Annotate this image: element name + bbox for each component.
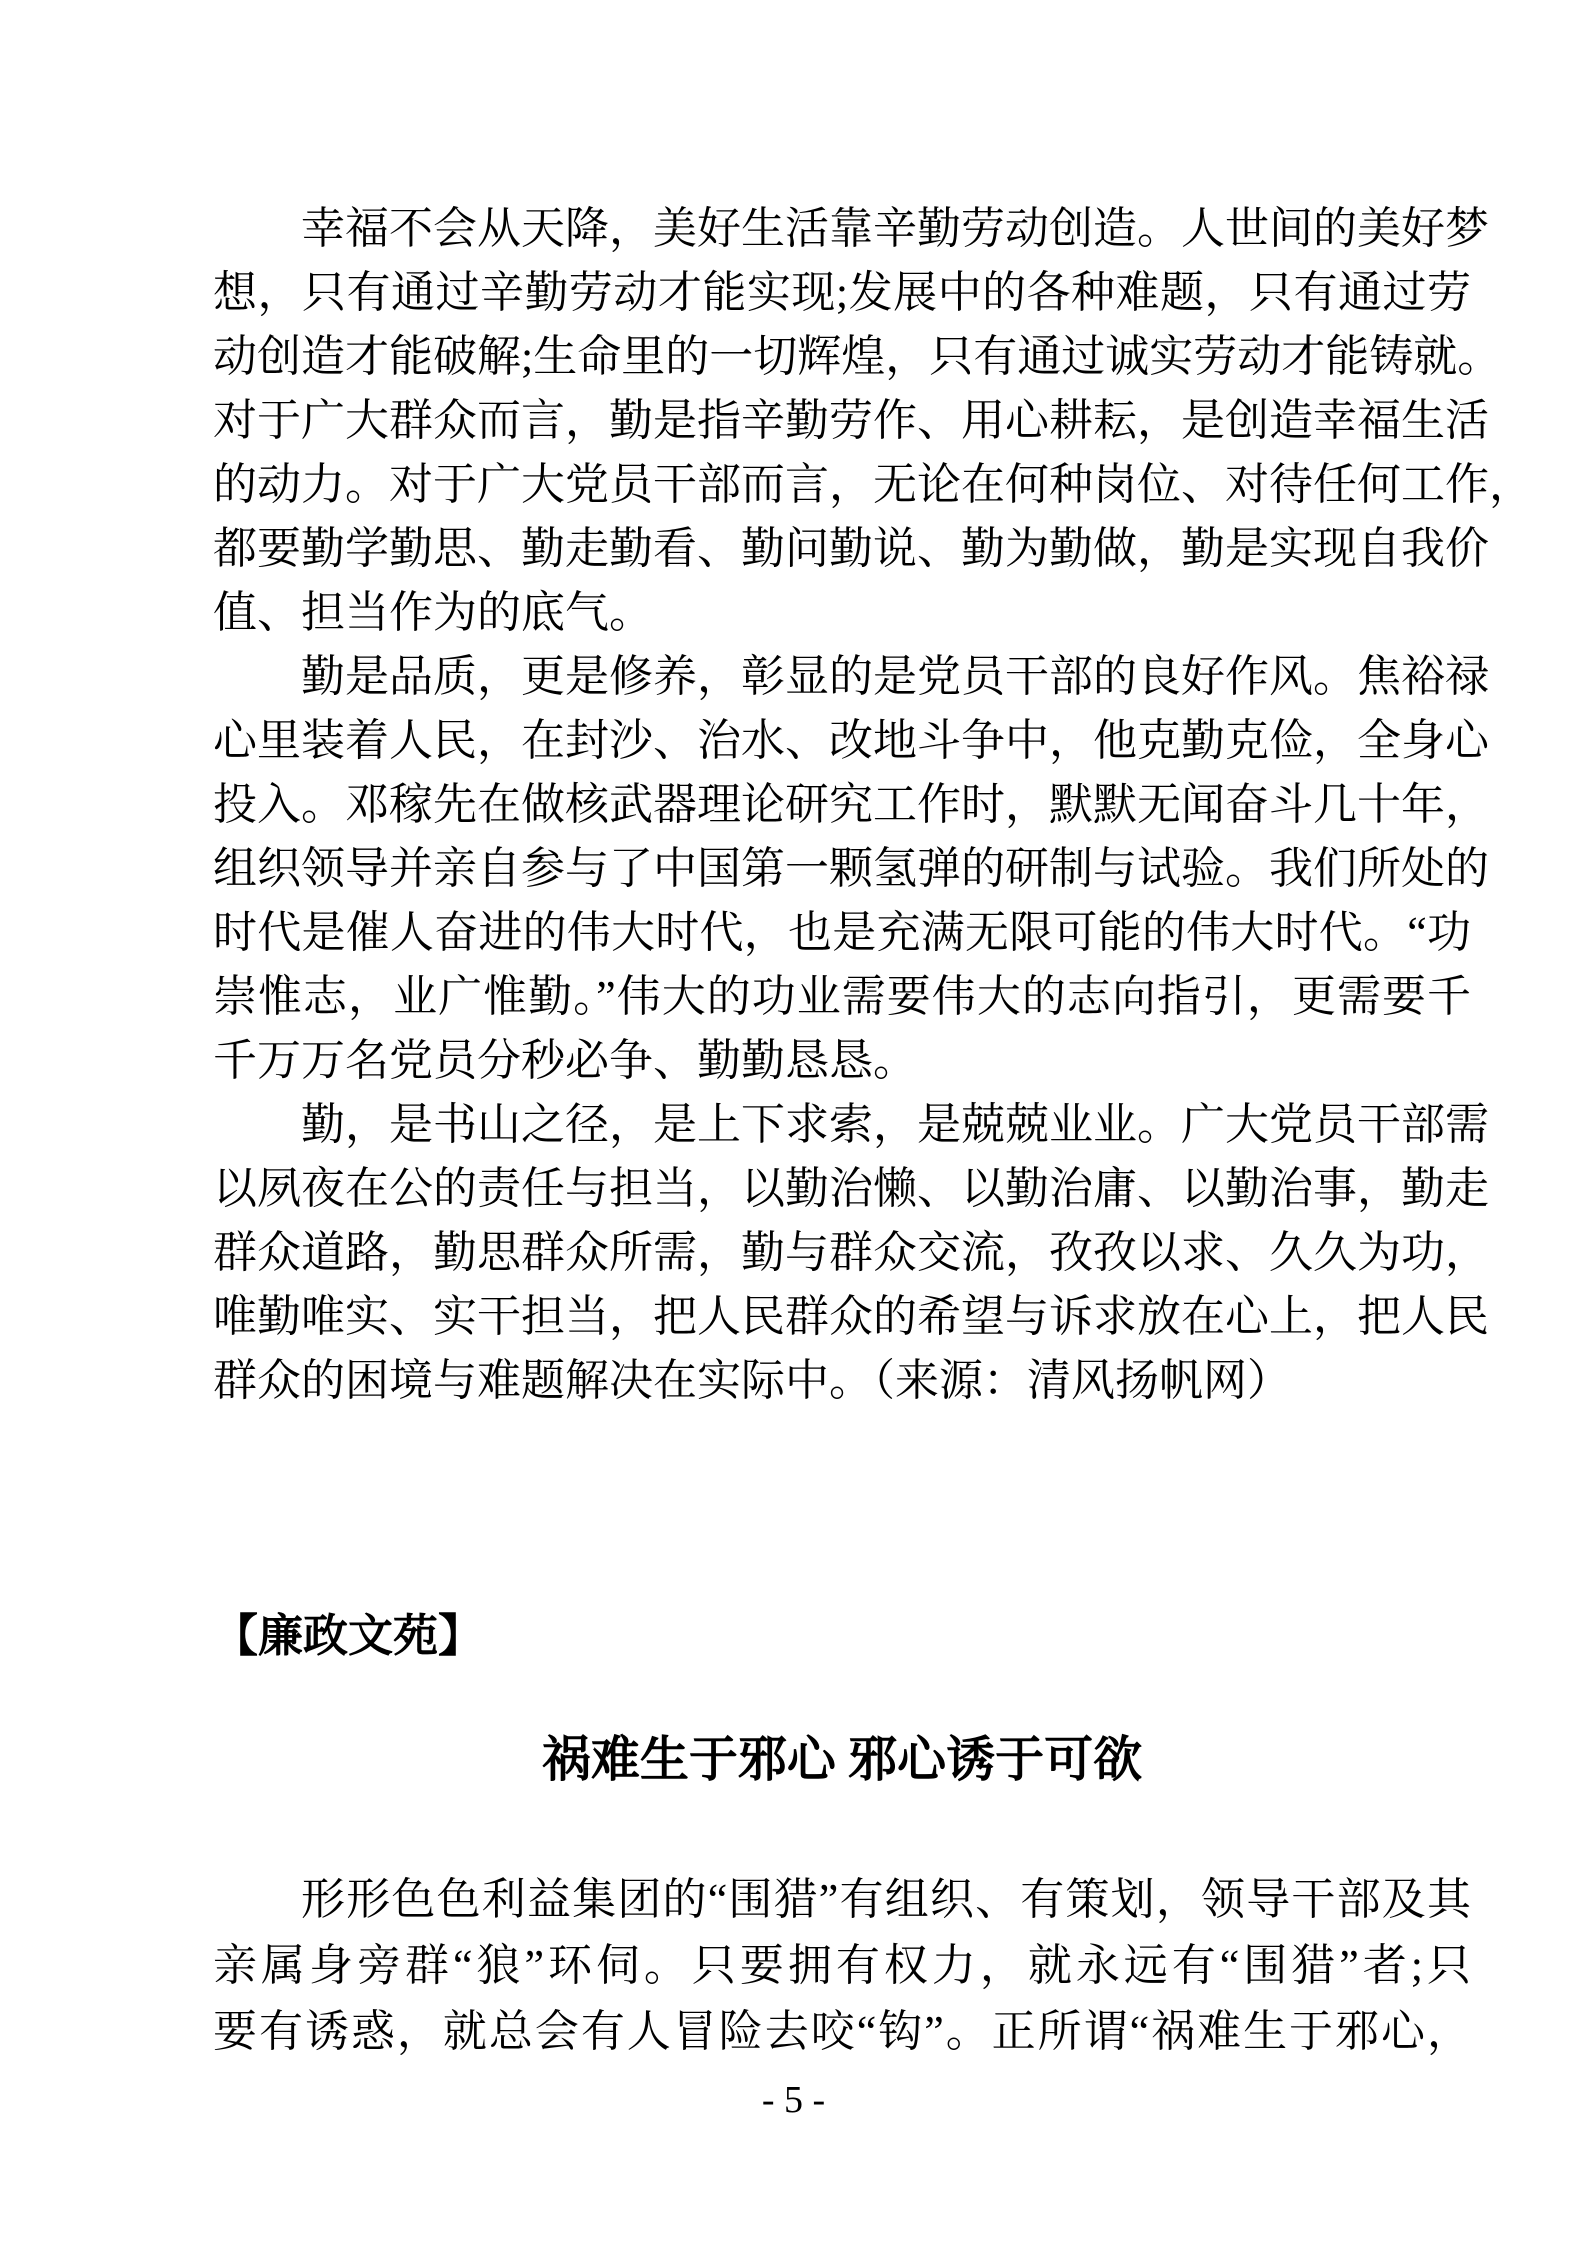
body-line: 幸福不会从天降，美好生活靠辛勤劳动创造。人世间的美好梦 xyxy=(301,204,1489,253)
section-header: 【廉政文苑】 xyxy=(213,1611,484,1661)
body-line: 勤是品质，更是修养，彰显的是党员干部的良好作风。焦裕禄 xyxy=(301,652,1489,701)
body-line: 值、担当作为的底气。 xyxy=(213,588,653,637)
body-line: 以夙夜在公的责任与担当，以勤治懒、以勤治庸、以勤治事，勤走 xyxy=(213,1164,1489,1213)
body-line: 唯勤唯实、实干担当，把人民群众的希望与诉求放在心上，把人民 xyxy=(213,1292,1489,1341)
paragraph-1 xyxy=(213,1867,1471,2065)
body-line: 群众的困境与难题解决在实际中。（来源：清风扬帆网） xyxy=(213,1356,1291,1405)
body-line: 要有诱惑，就总会有人冒险去咬“钩”。正所谓“祸难生于邪心， xyxy=(213,2007,1471,2056)
paragraph-1 xyxy=(213,197,1533,645)
body-line: 对于广大群众而言，勤是指辛勤劳作、用心耕耘，是创造幸福生活 xyxy=(213,396,1489,445)
body-line: 心里装着人民，在封沙、治水、改地斗争中，他克勤克俭，全身心 xyxy=(213,716,1489,765)
body-line: 时代是催人奋进的伟大时代，也是充满无限可能的伟大时代。“功 xyxy=(213,908,1471,957)
page-number: - 5 - xyxy=(761,2079,826,2121)
body-line: 千万万名党员分秒必争、勤勤恳恳。 xyxy=(213,1036,917,1085)
body-line: 想，只有通过辛勤劳动才能实现;发展中的各种难题，只有通过劳 xyxy=(213,268,1471,317)
body-line: 亲属身旁群“狼”环伺。只要拥有权力，就永远有“围猎”者;只 xyxy=(213,1941,1471,1990)
body-line: 形形色色利益集团的“围猎”有组织、有策划，领导干部及其 xyxy=(301,1875,1471,1924)
article-2-body xyxy=(213,1867,1471,2065)
body-line: 动创造才能破解;生命里的一切辉煌，只有通过诚实劳动才能铸就。 xyxy=(213,332,1502,381)
paragraph-2 xyxy=(213,645,1489,1093)
body-line: 崇惟志，业广惟勤。”伟大的功业需要伟大的志向指引，更需要千 xyxy=(213,972,1471,1021)
body-line: 都要勤学勤思、勤走勤看、勤问勤说、勤为勤做，勤是实现自我价 xyxy=(213,524,1489,573)
body-line: 勤，是书山之径，是上下求索，是兢兢业业。广大党员干部需 xyxy=(301,1100,1489,1149)
body-line: 投入。邓稼先在做核武器理论研究工作时，默默无闻奋斗几十年， xyxy=(213,780,1489,829)
body-line: 的动力。对于广大党员干部而言，无论在何种岗位、对待任何工作， xyxy=(213,460,1533,509)
paragraph-3 xyxy=(213,1093,1489,1413)
article-1-body xyxy=(213,197,1533,1413)
body-line: 组织领导并亲自参与了中国第一颗氢弹的研制与试验。我们所处的 xyxy=(213,844,1489,893)
article-title: 祸难生于邪心 邪心诱于可欲 xyxy=(541,1732,1143,1787)
body-line: 群众道路，勤思群众所需，勤与群众交流，孜孜以求、久久为功， xyxy=(213,1228,1489,1277)
